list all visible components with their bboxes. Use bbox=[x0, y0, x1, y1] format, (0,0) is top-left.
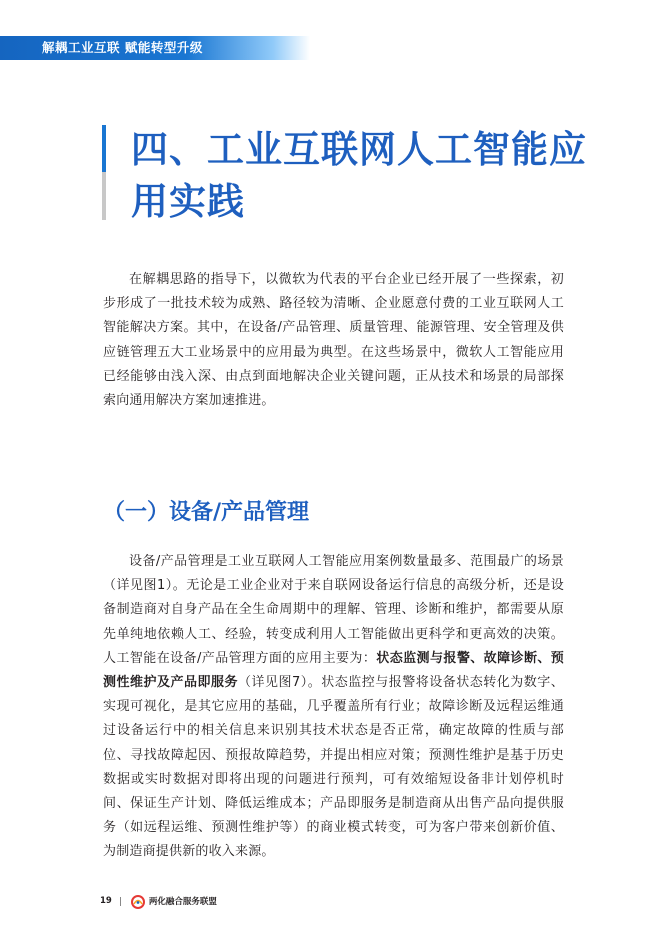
footer-divider bbox=[120, 897, 121, 906]
body-paragraph bbox=[103, 550, 564, 865]
intro-paragraph: 在解耦思路的指导下，以微软为代表的平台企业已经开展了一些探索，初步形成了一批技术较为成熟、路径较为清晰、企业愿意付费的工业互联网人工智能解决方案。其中，在设备/产品管理、质量管理、能源管理、安全管理及供应链管理五大工业场景中的应用最为典型。在这些场景中，微软人工智能应用已经能够由浅入深、由点到面地解决企业关键问题，正从技术和场景的局部探索向通用解决方案加速推进。 bbox=[103, 272, 564, 409]
title-accent-bar bbox=[102, 125, 106, 172]
key-applications-text: 状态监测与报警、故障诊断、预测性维护及产品即服务 bbox=[103, 650, 564, 691]
page-number: 19 bbox=[100, 896, 112, 906]
subsection-title: （一）设备/产品管理 bbox=[103, 500, 310, 525]
page-footer bbox=[100, 893, 217, 909]
title-accent-bar-gray bbox=[102, 172, 106, 220]
organization-name: 两化融合服务联盟 bbox=[148, 897, 217, 907]
alliance-logo-icon bbox=[131, 894, 145, 908]
section-title: 四、工业互联网人工智能应用实践 bbox=[131, 128, 587, 223]
header-banner bbox=[0, 36, 310, 60]
paragraph-text-part2: （详见图7）。状态监控与报警将设备状态转化为数字、实现可视化，是其它应用的基础，几乎覆盖所有行业；故障诊断及远程运维通过设备运行中的相关信息来识别其技术状态是否正常，确定故障的性质与部位、寻找故障起因、预报故障趋势，并提出相应对策；预测性维护是基于历史数据或实时数据对即将出现的问题进行预判，可有效缩短设备非计划停机时间、保证生产计划、降低运维成本；产品即服务是制造商从出售产品向提供服务（如远程运维、预测性维护等）的商业模式转变，可为客户带来创新价值、为制造商提供新的收入来源。 bbox=[103, 675, 564, 860]
banner-text: 解耦工业互联 赋能转型升级 bbox=[42, 40, 203, 55]
paragraph-text-part1: 设备/产品管理是工业互联网人工智能应用案例数量最多、范围最广的场景（详见图1）。无论是工业企业对于来自联网设备运行信息的高级分析，还是设备制造商对自身产品在全生命周期中的理解、管理、诊断和维护，都需要从原先单纯地依赖人工、经验，转变成利用人工智能做出更科学和更高效的决策。人工智能在设备/产品管理方面的应用主要为： bbox=[103, 554, 564, 666]
